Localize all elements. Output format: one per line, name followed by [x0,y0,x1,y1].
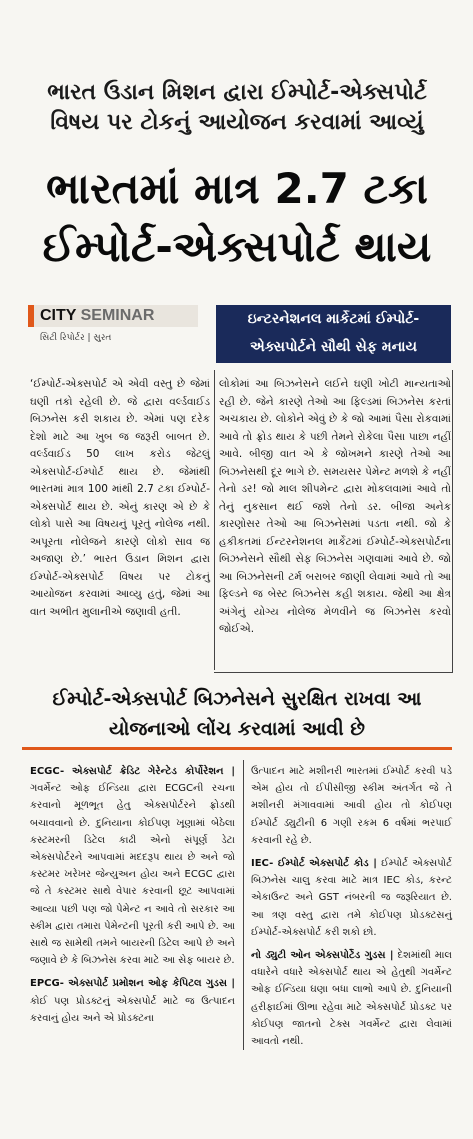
article-column-1: ‘ઈમ્પોર્ટ-એક્સપોર્ટ એ એવી વસ્તુ છે જેમાં ઘણી તકો રહેલી છે. જે દ્વારા વર્લ્ડવાઈડ બિઝનેસ કરી શકાય છે. એમાં પણ દરેક દેશો માટે આ ખુબ જ જરૂરી બાબત છે. વર્લ્ડવાઈડ 50 લાખ કરોડ જેટલું એક્સપોર્ટ-ઈમ્પોર્ટ થાય છે. જેમાંથી ભારતમાં માત્ર 100 માંથી 2.7 ટકા ઈમ્પોર્ટ-એક્સપોર્ટ થાય છે. એનું કારણ એ છે કે લોકો પાસે આ વિષયનું પૂરતું નોલેજ નથી. અપૂરતા નોલેજને કારણે લોકો સાવ જ અજાણ છે.’ ભારત ઉડાન મિશન દ્વારા ઈમ્પોર્ટ-એક્સપોર્ટ વિષય પર ટોકનું આયોજન કરવામાં આવ્યુ હતું, જેમાં આ વાત અભીત મુલાનીએ જણાવી હતી. [30,378,210,618]
scheme-body-epcg-cont: ઉત્પાદન માટે મશીનરી ભારતમાં ઈમ્પોર્ટ કરવી પડે એમ હોય તો ઈપીસીજી સ્કીમ અંતર્ગત જે તે મશીનરી મંગાવવામાં આવી હોય તો કોઈપણ ઈમ્પોર્ટ ડ્યુટીની 6 ગણી રકમ 6 વર્ષમાં ભરપાઈ કરવાની રહે છે. [251,766,452,846]
scheme-body-iec: ઈમ્પોર્ટ એક્સપોર્ટ બિઝનેસ ચાલુ કરવા માટે માત્ર IEC કોડ, કરન્ટ એકાઉન્ટ અને GST નંબરની જ જરૂરિયાત છે. આ ત્રણ વસ્તુ દ્વારા તમે કોઈપણ પ્રોડક્ટસનું ઈમ્પોર્ટ-એક્સપોર્ટ કરી શકો છો. [251,858,452,938]
section-headline: ઈમ્પોર્ટ-એક્સપોર્ટ બિઝનેસને સુરક્ષિત રાખવા આ યોજનાઓ લોંચ કરવામાં આવી છે [52,688,422,740]
byline: સિટી રિપોર્ટર | સુરત [40,333,112,343]
column-divider-2 [243,760,244,1050]
article-column-4 [251,763,452,1050]
scheme-body-no-duty: દેશમાંથી માલ વધારેને વધારે એક્સપોર્ટ થાય એ હેતુથી ગવર્મેન્ટ ઓફ ઈન્ડિયા ઘણા બધા લાભો આપે છે. દુનિયાની હરીફાઈમાં ઊભા રહેવા માટે એક્સપોર્ટ પ્રોડક્ટ પર કોઈપણ જાતનો ટેક્સ ગવર્મેન્ટ દ્વારા લેવામાં આવતો નથી. [251,950,452,1048]
kicker-headline: ભારત ઉડાન મિશન દ્વારા ઈમ્પોર્ટ-એક્સપોર્ટ વિષય પર ટોકનું આયોજન કરવામાં આવ્યું [47,80,427,135]
scheme-title-iec: IEC- ઈમ્પોર્ટ એક્સપોર્ટ કોડ | [251,858,377,870]
scheme-body-ecgc: ગવર્મેન્ટ ઓફ ઈન્ડિયા દ્વારા ECGCની રચના કરવાનો મૂળભૂત હેતુ એક્સપોર્ટરને ફ્રોડથી બચાવવાનો છે. દુનિયાના કોઈપણ ખૂણામાં બેઠેલા કસ્ટમરની ડિટેલ કાઢી એનો સંપૂર્ણ ડેટા એક્સપોર્ટરને આપવામાં મદદરૂપ થાય છે અને જો કસ્ટમર ખરેખર જેન્યુઅન હોય અને ECGC દ્વારા જે તે કસ્ટમર સાથે વેપાર કરવાની છૂટ આપવામાં આવ્યા પછી પણ જો પેમેન્ટ ન આવે તો સરકાર આ સ્કીમ દ્વારા તમારા પેમેન્ટની પૂરતી કરી આપે છે. આ સાથે જ સામેથી તમને બાયરની ડિટેલ આપે છે અને જણાવે છે કે બિઝનેસ કરવા માટે આ સેફ બાયર છે. [30,783,235,967]
tag-seminar: SEMINAR [80,307,155,324]
orange-rule [22,747,452,750]
main-headline: ભારતમાં માત્ર 2.7 ટકા ઈમ્પોર્ટ-એક્સપોર્ટ થાય [42,164,432,271]
box-bottom-rule [214,672,452,673]
scheme-title-epcg: EPCG- એક્સપોર્ટ પ્રમોશન ઓફ કેપિટલ ગુડસ | [30,978,235,990]
scheme-title-ecgc: ECGC- એક્સપોર્ટ ક્રેડિટ ગેરેન્ટેડ કોર્પોરેશન | [30,766,235,777]
scheme-body-epcg: કોઈ પણ પ્રોડક્ટનું એક્સપોર્ટ માટે જ ઉત્પાદન કરવાનું હોય અને એ પ્રોડક્ટના [30,995,235,1024]
article-column-3 [30,763,235,1027]
scheme-title-no-duty: નો ડ્યુટી ઓન એક્સપોર્ટેડ ગુડસ | [251,950,394,962]
column-divider [214,370,215,670]
box-right-rule [452,370,453,673]
subheadline-box: ઇન્ટરનેશનલ માર્કેટમાં ઈમ્પોર્ટ-એક્સપોર્ટને સૌથી સેફ મનાય [216,305,451,363]
article-column-2: લોકોમાં આ બિઝનેસને લઈને ઘણી ખોટી માન્યતાઓ રહી છે. જેને કારણે તેઓ આ ફિલ્ડમાં બિઝનેસ કરતાં અચકાય છે. લોકોને એવું છે કે જો આમાં પૈસા રોકવામાં આવે તો ફ્રોડ થાય કે પછી તેમને રોકેલા પૈસા પાછા નહીં આવે. બીજી વાત એ કે જોખમને કારણે તેઓ આ બિઝનેસથી દૂર ભાગે છે. સમયસર પેમેન્ટ મળશે કે નહીં તેનો ડર! જો માલ શીપમેન્ટ દ્વારા મોકલવામાં આવે તો તેનું નુકસાન થઈ જશે તેનો ડર. બીજા અનેક કારણોસર તેઓ આ બિઝનેસમાં પડતા નથી. જો કે હકીકતમાં ઈન્ટરનેશનલ માર્કેટમાં ઈમ્પોર્ટ-એક્સપોર્ટના બિઝનેસને સૌથી સેફ બિઝનેસ ગણવામાં આવે છે. જો આ બિઝનેસની ટર્મ બરાબર જાણી લેવામાં આવે તો આ ફિલ્ડને જ બેસ્ટ બિઝનેસ કહી શકાય. જેથી આ ક્ષેત્ર અંગેનું યોગ્ય નોલેજ મેળવીને જ બિઝનેસ કરવો જોઈએ. [219,378,451,635]
tag-city: CITY [40,307,77,324]
section-tag [28,305,198,327]
